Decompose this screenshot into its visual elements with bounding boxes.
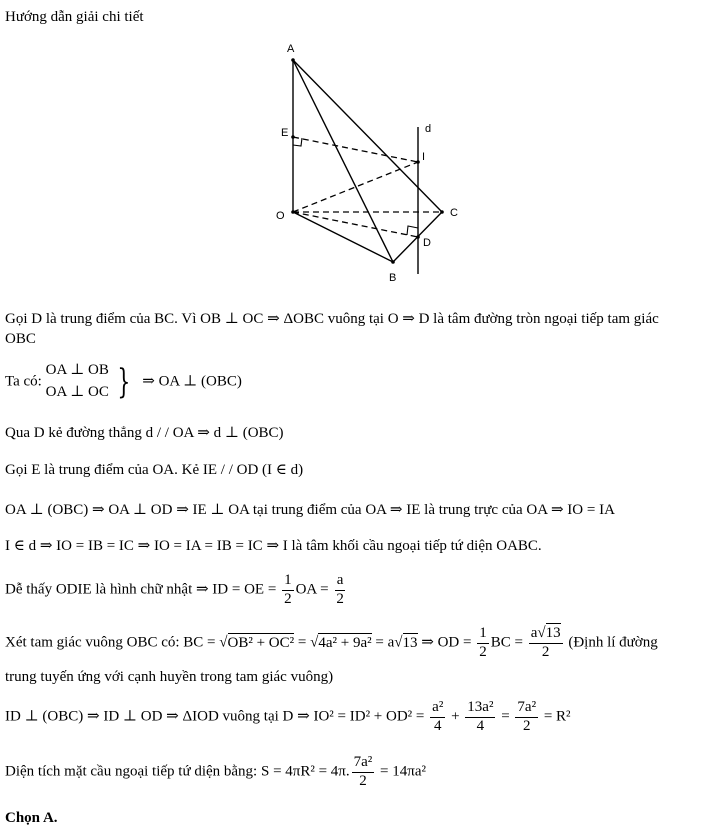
label-B: B [389,272,397,284]
paragraph-6: I ∈ d ⇒ IO = IB = IC ⇒ IO = IA = IB = IC ⇒ I là tâm khối cầu ngoại tiếp tứ diện OABC. [5,538,542,554]
label-D: D [423,237,431,249]
right-angle-mark-D [407,226,418,235]
label-E: E [281,127,289,139]
paragraph-3: Qua D kẻ đường thẳng d / / OA ⇒ d ⊥ (OBC) [5,425,284,441]
segment-EI [293,137,418,162]
point-B [391,260,395,264]
paragraph-10: Diện tích mặt cầu ngoại tiếp tứ diện bằng: S = 4πR² = 4π. $\frac{\text{7a²}}{2}$ = 14πa² [5,754,426,789]
point-C [440,210,444,214]
paragraph-5: OA ⊥ (OBC) ⇒ OA ⊥ OD ⇒ IE ⊥ OA tại trung điểm của OA ⇒ IE là trung trực của OA ⇒ IO = IA [5,502,615,518]
paragraph-2: Ta có: OA ⊥ OB OA ⊥ OC } ⇒ OA ⊥ (OBC) [5,361,242,402]
right-angle-mark-E [293,138,302,146]
edge-AC [293,60,442,212]
paragraph-1-line-2: OBC [5,331,36,347]
answer-choice: Chọn A. [5,810,58,826]
segment-OD [293,212,418,237]
point-A [291,58,295,62]
paragraph-1-line-1: Gọi D là trung điểm của BC. Vì OB ⊥ OC ⇒ ΔOBC vuông tại O ⇒ D là tâm đường tròn ngoại tiếp tam giác [5,311,659,327]
paragraph-9: ID ⊥ (OBC) ⇒ ID ⊥ OD ⇒ ΔIOD vuông tại D ⇒ IO² = ID² + OD² = $\frac{\text{a²}}{4}$ + $\frac{\text{13a²}}{4}$ = $\frac{\text{7a²}}{2}$ = R² [5,699,571,734]
edge-OB [293,212,393,262]
right-brace: } [117,361,131,402]
tetrahedron-figure [0,0,708,300]
point-O [291,210,295,214]
condition-2: OA ⊥ OC [45,383,109,400]
edge-AB [293,60,393,262]
label-A: A [287,43,295,55]
point-I [416,160,420,164]
solution-heading: Hướng dẫn giải chi tiết [5,9,144,25]
point-D [416,235,420,239]
paragraph-4: Gọi E là trung điểm của OA. Kẻ IE / / OD (I ∈ d) [5,462,304,478]
condition-system [46,360,139,404]
paragraph-8-line-1: Xét tam giác vuông OBC có: BC = √OB² + OC² = √4a² + 9a² = a√13 ⇒ OD = $\frac{1}{2}$ BC = $\frac{a√13}{2}$ (Định lí đường [5,625,658,660]
label-d: d [425,123,432,135]
point-E [291,135,295,139]
label-I: I [422,151,426,163]
paragraph-8-line-2: trung tuyến ứng với cạnh huyền trong tam giác vuông) [5,669,334,685]
condition-1: OA ⊥ OB [45,362,109,378]
label-O: O [276,210,285,222]
label-C: C [450,207,458,219]
paragraph-7: Dễ thấy ODIE là hình chữ nhật ⇒ ID = OE = $\frac{1}{2}$ OA = $\frac{a}{2}$ [5,572,344,607]
